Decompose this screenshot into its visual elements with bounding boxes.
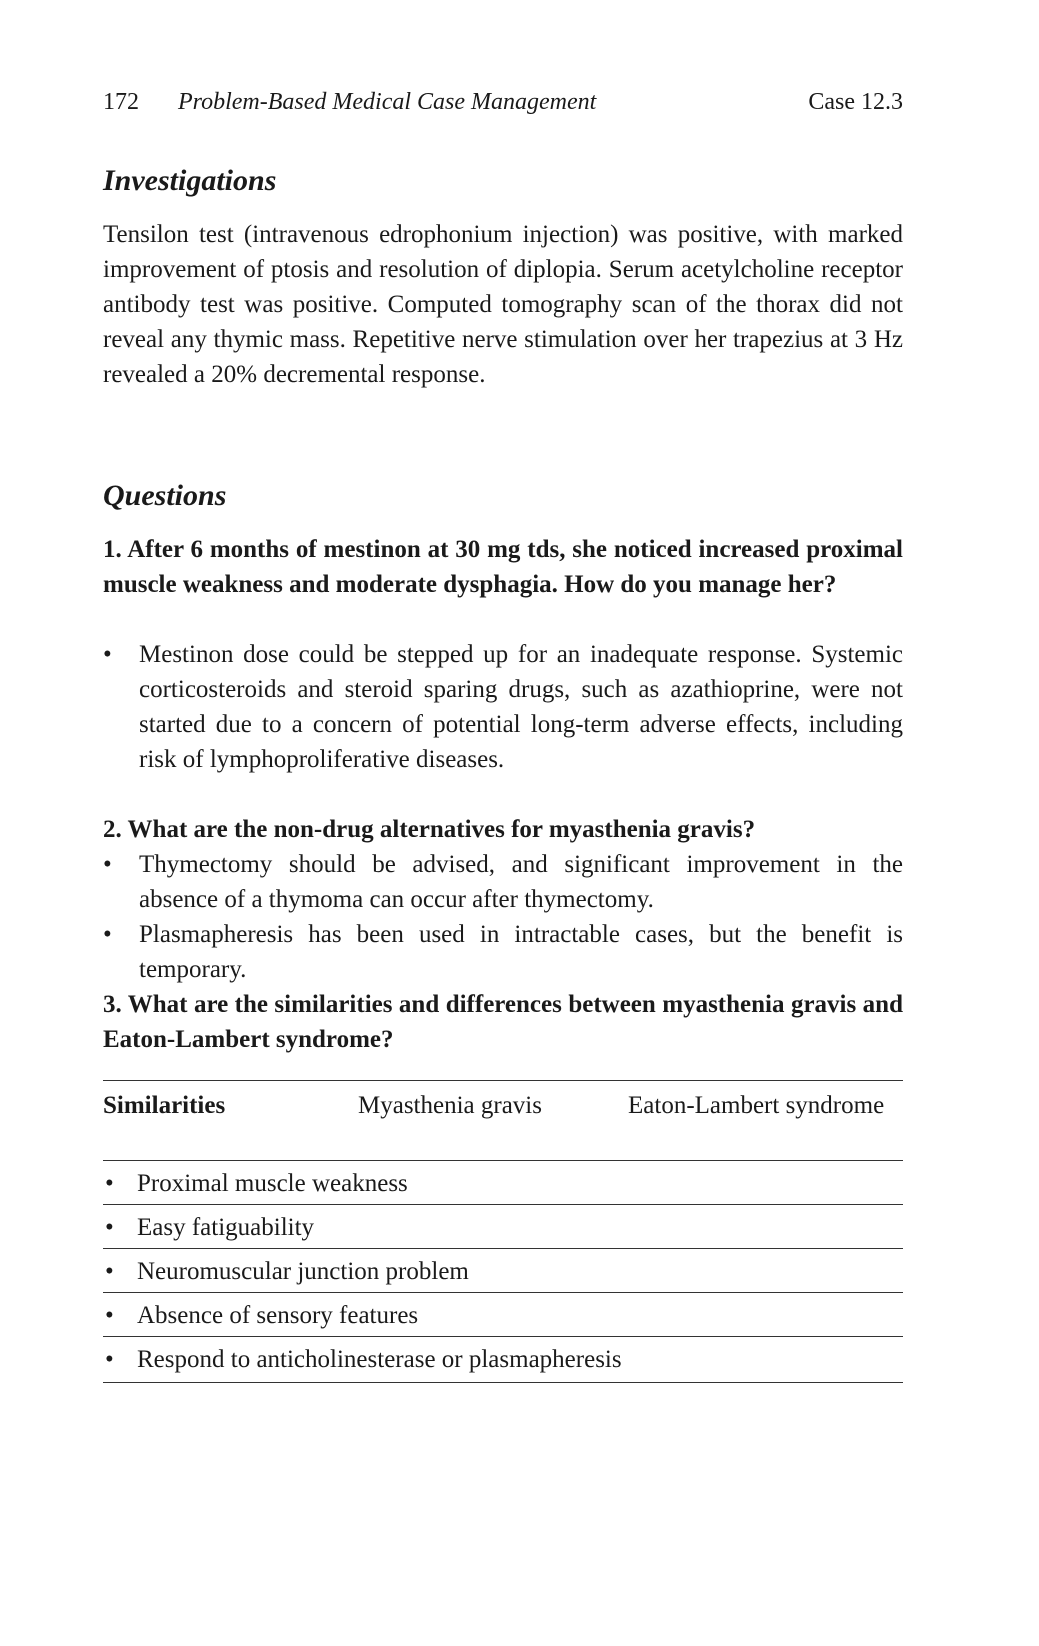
table-cell-similarity: Easy fatiguability xyxy=(137,1214,315,1241)
bullet-glyph: • xyxy=(105,1346,114,1373)
bullet-glyph: • xyxy=(105,1258,114,1285)
investigations-heading: Investigations xyxy=(103,164,277,197)
table-header-rule xyxy=(103,1160,903,1161)
table-cell-similarity: Respond to anticholinesterase or plasmapheresis xyxy=(137,1346,622,1373)
question-3: 3. What are the similarities and differences between myasthenia gravis and Eaton-Lambert syndrome? xyxy=(103,991,903,1053)
column-header-myasthenia-gravis: Myasthenia gravis xyxy=(358,1092,542,1119)
table-cell-similarity: Neuromuscular junction problem xyxy=(137,1258,469,1285)
answer-2-bullet-2 xyxy=(103,917,903,987)
question-2: 2. What are the non-drug alternatives for myasthenia gravis? xyxy=(103,816,756,843)
table-cell-similarity: Proximal muscle weakness xyxy=(137,1170,408,1197)
table-row-rule xyxy=(103,1204,903,1205)
table-row-rule xyxy=(103,1292,903,1293)
bullet-glyph: • xyxy=(103,851,112,878)
answer-2-bullet-1 xyxy=(103,847,903,917)
table-row-rule xyxy=(103,1336,903,1337)
bullet-glyph: • xyxy=(105,1302,114,1329)
answer-text: Thymectomy should be advised, and significant improvement in the absence of a thymoma can occur after thymectomy. xyxy=(139,851,903,913)
page-number: 172 xyxy=(103,89,139,115)
bullet-glyph: • xyxy=(105,1214,114,1241)
table-bottom-rule xyxy=(103,1382,903,1383)
bullet-glyph: • xyxy=(103,641,112,668)
answer-text: Mestinon dose could be stepped up for an inadequate response. Systemic corticosteroids and steroid sparing drugs, such as azathioprine, were not started due to a concern of potential long-term adverse effects, including risk of lymphoproliferative diseases. xyxy=(139,641,903,773)
table-top-rule xyxy=(103,1080,903,1081)
questions-heading: Questions xyxy=(103,479,227,512)
table-cell-similarity: Absence of sensory features xyxy=(137,1302,419,1329)
bullet-glyph: • xyxy=(103,921,112,948)
book-title: Problem-Based Medical Case Management xyxy=(178,89,597,115)
answer-text: Plasmapheresis has been used in intractable cases, but the benefit is temporary. xyxy=(139,921,903,983)
column-header-similarities: Similarities xyxy=(103,1092,226,1119)
question-1: 1. After 6 months of mestinon at 30 mg tds, she noticed increased proximal muscle weakness and moderate dysphagia. How do you manage her? xyxy=(103,536,903,598)
bullet-glyph: • xyxy=(105,1170,114,1197)
investigations-paragraph: Tensilon test (intravenous edrophonium injection) was positive, with marked improvement of ptosis and resolution of diplopia. Serum acetylcholine receptor antibody test was positive. Computed tomography scan of the thorax did not reveal any thymic mass. Repetitive nerve stimulation over her trapezius at 3 Hz revealed a 20% decremental response. xyxy=(103,221,903,388)
table-row-rule xyxy=(103,1248,903,1249)
answer-1-bullet-1 xyxy=(103,637,903,777)
column-header-eaton-lambert: Eaton-Lambert syndrome xyxy=(628,1092,885,1119)
case-reference: Case 12.3 xyxy=(808,89,903,115)
